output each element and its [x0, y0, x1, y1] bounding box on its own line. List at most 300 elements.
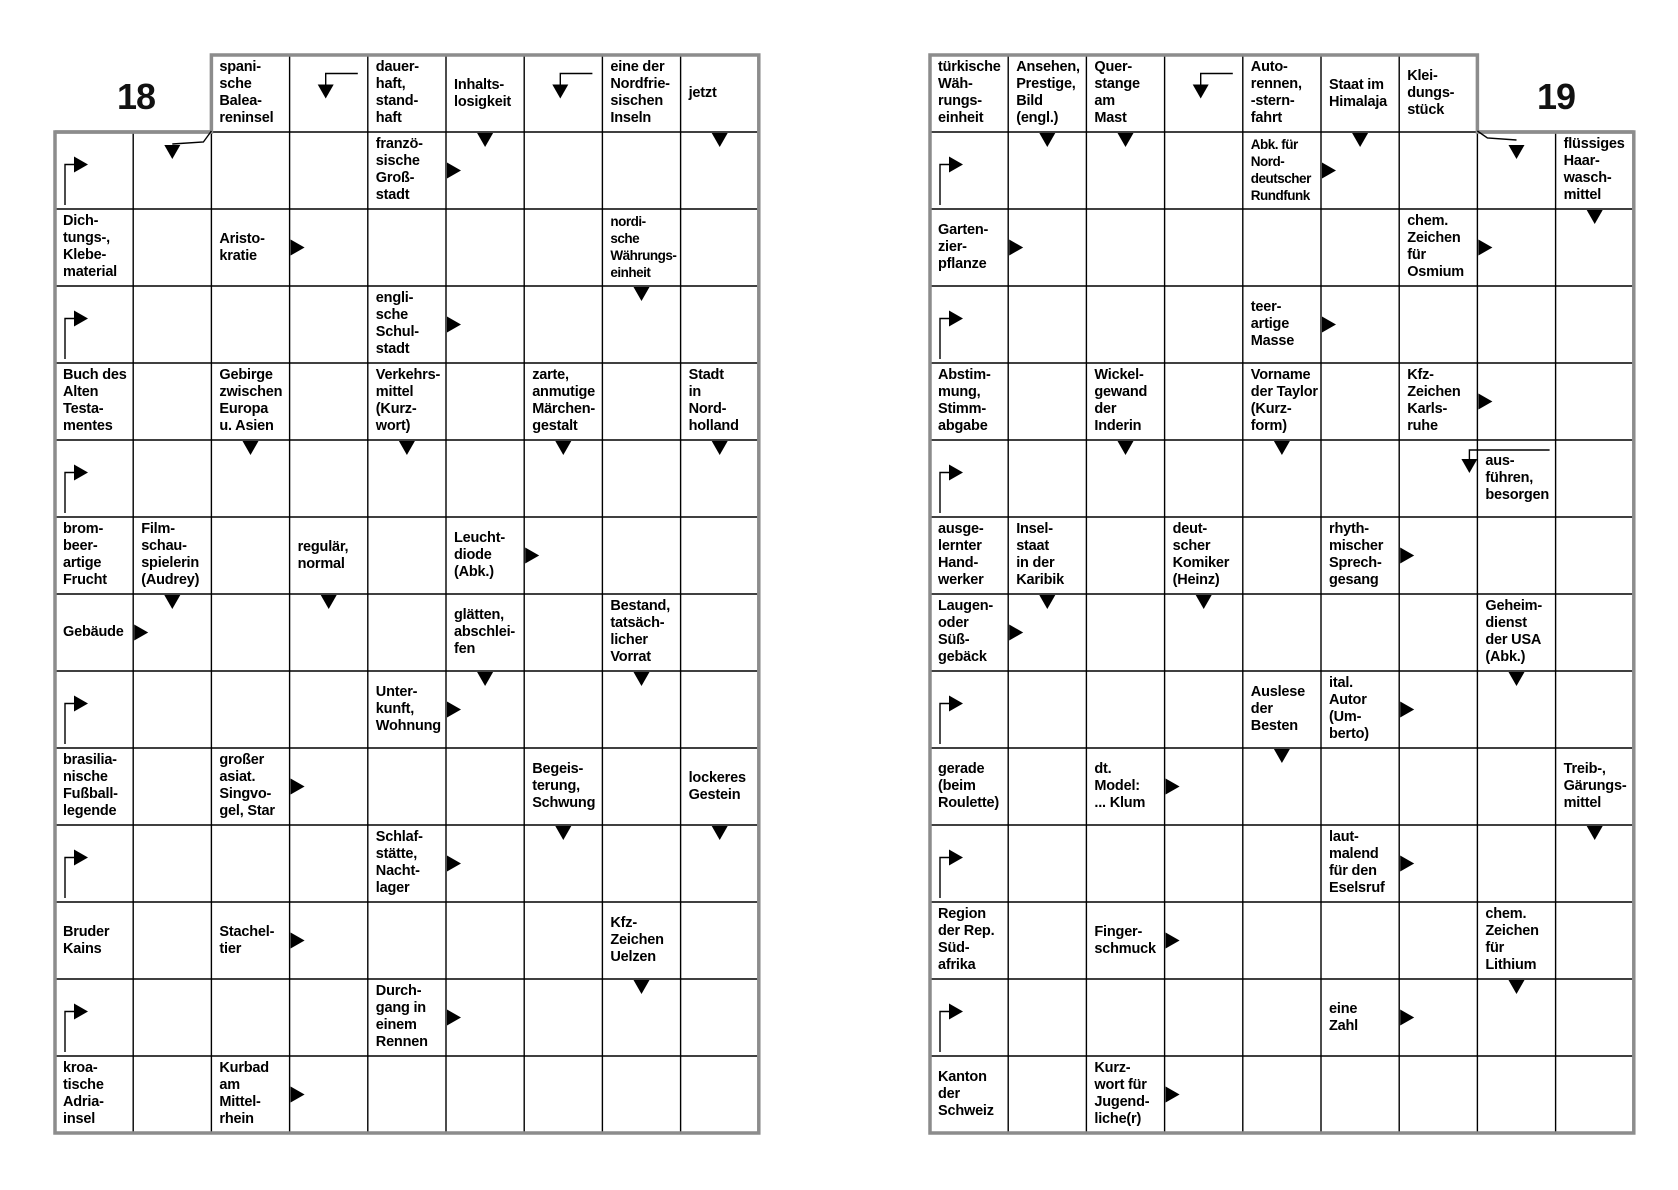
clue-text: brom- beer- artige Frucht	[63, 521, 107, 588]
clue-cell	[1321, 517, 1399, 594]
answer-cell[interactable]	[1245, 211, 1319, 284]
clue-cell	[1165, 517, 1243, 594]
clue-text: deut- scher Komiker (Heinz)	[1172, 521, 1230, 588]
clue-text: Garten- zier- pflanze	[938, 222, 989, 272]
answer-cell[interactable]	[292, 981, 366, 1054]
answer-cell[interactable]	[1088, 442, 1162, 515]
answer-cell[interactable]	[1088, 134, 1162, 207]
answer-cell[interactable]	[1010, 365, 1084, 438]
clue-cell	[1086, 748, 1164, 825]
clue-cell	[55, 517, 133, 594]
clue-cell	[1243, 363, 1321, 440]
answer-cell[interactable]	[1323, 288, 1397, 361]
answer-cell[interactable]	[1167, 827, 1241, 900]
answer-cell[interactable]	[1401, 442, 1475, 515]
clue-cell	[681, 55, 759, 132]
answer-cell[interactable]	[604, 1058, 678, 1131]
answer-cell[interactable]	[1401, 1058, 1475, 1131]
clue-text: kroa- tische Adria- insel	[63, 1060, 104, 1127]
answer-cell[interactable]	[1323, 1058, 1397, 1131]
answer-cell[interactable]	[604, 750, 678, 823]
crossword-grid-left	[55, 55, 759, 1133]
answer-cell[interactable]	[448, 904, 522, 977]
answer-cell[interactable]	[683, 519, 757, 592]
clue-cell	[368, 979, 446, 1056]
answer-cell[interactable]	[1167, 211, 1241, 284]
answer-cell[interactable]	[57, 134, 131, 207]
clue-text: Kfz- Zeichen Karls- ruhe	[1407, 367, 1461, 434]
answer-cell[interactable]	[1010, 673, 1084, 746]
clue-text: Finger- schmuck	[1094, 923, 1156, 957]
clue-text: Ansehen, Prestige, Bild (engl.)	[1016, 59, 1080, 126]
answer-cell[interactable]	[57, 827, 131, 900]
clue-cell	[211, 55, 289, 132]
answer-cell[interactable]	[1401, 750, 1475, 823]
answer-cell[interactable]	[604, 365, 678, 438]
answer-cell[interactable]	[526, 211, 600, 284]
answer-cell[interactable]	[292, 211, 366, 284]
clue-cell	[446, 55, 524, 132]
answer-cell[interactable]	[213, 673, 287, 746]
answer-cell[interactable]	[683, 1058, 757, 1131]
clue-cell	[930, 1056, 1008, 1133]
answer-cell[interactable]	[370, 211, 444, 284]
clue-text: Bruder Kains	[63, 923, 110, 957]
answer-cell[interactable]	[213, 288, 287, 361]
clue-cell	[1399, 55, 1477, 132]
clue-cell	[211, 1056, 289, 1133]
answer-cell[interactable]	[448, 365, 522, 438]
crossword-grid-right	[930, 55, 1634, 1133]
answer-cell[interactable]	[526, 673, 600, 746]
answer-cell[interactable]	[604, 134, 678, 207]
answer-cell[interactable]	[370, 442, 444, 515]
clue-cell	[1008, 55, 1086, 132]
answer-cell[interactable]	[1479, 365, 1553, 438]
answer-cell[interactable]	[1010, 1058, 1084, 1131]
clue-cell	[368, 825, 446, 902]
clue-text: ital. Autor (Um- berto)	[1329, 675, 1369, 742]
answer-cell[interactable]	[1558, 288, 1632, 361]
answer-cell[interactable]	[526, 134, 600, 207]
clue-text: dauer- haft, stand- haft	[375, 59, 419, 126]
clue-text: spani- sche Balea- reninsel	[219, 59, 274, 126]
answer-cell[interactable]	[1479, 1058, 1553, 1131]
clue-text: Vorname der Taylor (Kurz- form)	[1250, 367, 1318, 434]
answer-cell[interactable]	[135, 827, 209, 900]
answer-cell[interactable]	[292, 1058, 366, 1131]
clue-cell	[930, 363, 1008, 440]
clue-cell	[446, 517, 524, 594]
answer-cell[interactable]	[292, 827, 366, 900]
clue-cell	[1008, 517, 1086, 594]
answer-cell[interactable]	[683, 596, 757, 669]
clue-text: zarte, anmutige Märchen- gestalt	[532, 367, 596, 434]
clue-text: Staat im Himalaja	[1329, 76, 1388, 110]
answer-cell[interactable]	[448, 750, 522, 823]
answer-cell[interactable]	[57, 442, 131, 515]
answer-cell[interactable]	[370, 750, 444, 823]
answer-cell[interactable]	[135, 288, 209, 361]
clue-text: Wickel- gewand der Inderin	[1094, 367, 1148, 434]
answer-cell[interactable]	[1401, 673, 1475, 746]
clue-text: Klei- dungs- stück	[1407, 68, 1455, 118]
clue-text: Gebirge zwischen Europa u. Asien	[219, 367, 283, 434]
answer-cell[interactable]	[683, 673, 757, 746]
clue-cell	[1086, 55, 1164, 132]
answer-cell[interactable]	[292, 442, 366, 515]
clue-cell	[290, 517, 368, 594]
clue-cell	[930, 209, 1008, 286]
clue-text: eine Zahl	[1329, 1000, 1359, 1034]
clue-text: Abk. für Nord- deutscher Rundfunk	[1250, 137, 1311, 203]
answer-cell[interactable]	[448, 211, 522, 284]
clue-text: Inhalts- losigkeit	[454, 76, 512, 110]
answer-cell[interactable]	[1010, 288, 1084, 361]
answer-cell[interactable]	[932, 442, 1006, 515]
clue-text: franzö- sische Groß- stadt	[375, 136, 423, 203]
answer-cell[interactable]	[1245, 904, 1319, 977]
clue-cell	[602, 209, 680, 286]
clue-cell	[524, 55, 602, 132]
answer-cell[interactable]	[213, 981, 287, 1054]
clue-cell	[368, 286, 446, 363]
answer-cell[interactable]	[526, 442, 600, 515]
answer-cell[interactable]	[292, 134, 366, 207]
clue-cell	[211, 748, 289, 825]
answer-cell[interactable]	[1558, 442, 1632, 515]
clue-text: Durch- gang in einem Rennen	[375, 983, 428, 1050]
clue-cell	[681, 363, 759, 440]
answer-cell[interactable]	[1401, 904, 1475, 977]
answer-cell[interactable]	[135, 211, 209, 284]
page-number: 19	[1537, 76, 1576, 117]
answer-cell[interactable]	[1479, 288, 1553, 361]
answer-cell[interactable]	[1558, 596, 1632, 669]
clue-text: Gebäude	[63, 624, 124, 640]
clue-text: Begeis- terung, Schwung	[532, 761, 596, 811]
answer-cell[interactable]	[1558, 673, 1632, 746]
clue-text: Insel- staat in der Karibik	[1016, 521, 1064, 588]
clue-cell	[1556, 748, 1634, 825]
answer-cell[interactable]	[135, 442, 209, 515]
clue-cell	[1477, 440, 1555, 517]
answer-cell[interactable]	[448, 134, 522, 207]
answer-cell[interactable]	[1558, 519, 1632, 592]
clue-text: eine der Nordfrie- sischen Inseln	[610, 59, 670, 126]
clue-cell	[1321, 825, 1399, 902]
clue-text: Auto- rennen, -stern- fahrt	[1250, 59, 1302, 126]
answer-cell[interactable]	[526, 519, 600, 592]
answer-cell[interactable]	[1088, 211, 1162, 284]
clue-text: Auslese der Besten	[1250, 684, 1306, 734]
answer-cell[interactable]	[1323, 211, 1397, 284]
answer-cell[interactable]	[448, 442, 522, 515]
clue-text: Film- schau- spielerin (Audrey)	[141, 521, 200, 588]
answer-cell[interactable]	[1479, 519, 1553, 592]
clue-text: Unter- kunft, Wohnung	[375, 684, 441, 734]
answer-cell[interactable]	[526, 1058, 600, 1131]
clue-cell	[1086, 1056, 1164, 1133]
answer-cell[interactable]	[135, 596, 209, 669]
answer-cell[interactable]	[1088, 673, 1162, 746]
answer-cell[interactable]	[135, 981, 209, 1054]
answer-cell[interactable]	[448, 288, 522, 361]
clue-text: aus- führen, besorgen	[1485, 453, 1550, 503]
answer-cell[interactable]	[1323, 442, 1397, 515]
answer-cell[interactable]	[526, 827, 600, 900]
clue-cell	[930, 748, 1008, 825]
answer-cell[interactable]	[604, 981, 678, 1054]
clue-cell	[602, 902, 680, 979]
clue-text: Kanton der Schweiz	[938, 1069, 994, 1119]
clue-cell	[602, 594, 680, 671]
answer-cell[interactable]	[1167, 365, 1241, 438]
clue-text: gerade (beim Roulette)	[938, 761, 1000, 811]
answer-cell[interactable]	[1323, 134, 1397, 207]
clue-text: Verkehrs- mittel (Kurz- wort)	[375, 367, 441, 434]
answer-cell[interactable]	[292, 750, 366, 823]
answer-cell[interactable]	[1167, 981, 1241, 1054]
clue-cell	[1165, 55, 1243, 132]
answer-cell[interactable]	[604, 519, 678, 592]
answer-cell[interactable]	[526, 596, 600, 669]
answer-cell[interactable]	[1558, 1058, 1632, 1131]
clue-text: jetzt	[688, 85, 717, 101]
answer-cell[interactable]	[1479, 827, 1553, 900]
answer-cell[interactable]	[292, 673, 366, 746]
answer-cell[interactable]	[1245, 442, 1319, 515]
clue-cell	[368, 671, 446, 748]
clue-cell	[1243, 671, 1321, 748]
answer-cell[interactable]	[1401, 827, 1475, 900]
answer-cell[interactable]	[1558, 981, 1632, 1054]
answer-cell[interactable]	[1245, 827, 1319, 900]
answer-cell[interactable]	[370, 519, 444, 592]
clue-text: Dich- tungs-, Klebe- material	[63, 213, 118, 280]
answer-cell[interactable]	[1323, 904, 1397, 977]
clue-cell	[55, 209, 133, 286]
clue-cell	[1243, 286, 1321, 363]
answer-cell[interactable]	[1245, 1058, 1319, 1131]
answer-cell[interactable]	[370, 596, 444, 669]
clue-text: Stachel- tier	[219, 923, 275, 957]
page-number: 18	[117, 76, 156, 117]
clue-cell	[524, 748, 602, 825]
answer-cell[interactable]	[683, 211, 757, 284]
clue-text: rhyth- mischer Sprech- gesang	[1329, 521, 1384, 588]
clue-text: Stadt in Nord- holland	[688, 367, 739, 434]
answer-cell[interactable]	[1401, 981, 1475, 1054]
clue-cell	[55, 594, 133, 671]
answer-cell[interactable]	[932, 134, 1006, 207]
answer-cell[interactable]	[448, 673, 522, 746]
answer-cell[interactable]	[1558, 211, 1632, 284]
answer-cell[interactable]	[292, 365, 366, 438]
answer-cell[interactable]	[292, 596, 366, 669]
clue-text: großer asiat. Singvo- gel, Star	[219, 752, 275, 819]
answer-cell[interactable]	[1558, 827, 1632, 900]
answer-cell[interactable]	[370, 1058, 444, 1131]
answer-cell[interactable]	[1010, 134, 1084, 207]
answer-cell[interactable]	[604, 442, 678, 515]
clue-cell	[602, 55, 680, 132]
clue-cell	[930, 55, 1008, 132]
answer-cell[interactable]	[213, 134, 287, 207]
answer-cell[interactable]	[57, 288, 131, 361]
clue-text: Schlaf- stätte, Nacht- lager	[375, 829, 423, 896]
answer-cell[interactable]	[1010, 750, 1084, 823]
answer-cell[interactable]	[683, 827, 757, 900]
answer-cell[interactable]	[932, 981, 1006, 1054]
answer-cell[interactable]	[135, 750, 209, 823]
answer-cell[interactable]	[57, 673, 131, 746]
answer-cell[interactable]	[1245, 519, 1319, 592]
answer-cell[interactable]	[1323, 365, 1397, 438]
answer-cell[interactable]	[1088, 519, 1162, 592]
answer-cell[interactable]	[1010, 596, 1084, 669]
answer-cell[interactable]	[1010, 904, 1084, 977]
answer-cell[interactable]	[57, 981, 131, 1054]
clue-text: Kurz- wort für Jugend- liche(r)	[1094, 1060, 1150, 1127]
answer-cell[interactable]	[1167, 750, 1241, 823]
answer-cell[interactable]	[683, 981, 757, 1054]
clue-cell	[55, 363, 133, 440]
clue-cell	[1321, 671, 1399, 748]
clue-text: glätten, abschlei- fen	[454, 607, 516, 657]
answer-cell[interactable]	[1479, 211, 1553, 284]
answer-cell[interactable]	[213, 519, 287, 592]
clue-cell	[930, 594, 1008, 671]
clue-text: nordi- sche Währungs- einheit	[610, 214, 677, 280]
answer-cell[interactable]	[932, 827, 1006, 900]
answer-cell[interactable]	[683, 442, 757, 515]
clue-text: teer- artige Masse	[1250, 299, 1295, 349]
answer-cell[interactable]	[448, 981, 522, 1054]
answer-cell[interactable]	[604, 827, 678, 900]
clue-cell	[1321, 979, 1399, 1056]
clue-text: flüssiges Haar- wasch- mittel	[1563, 136, 1625, 203]
answer-cell[interactable]	[1088, 981, 1162, 1054]
answer-cell[interactable]	[932, 673, 1006, 746]
answer-cell[interactable]	[1401, 519, 1475, 592]
answer-cell[interactable]	[1558, 365, 1632, 438]
answer-cell[interactable]	[526, 904, 600, 977]
clue-text: Treib-, Gärungs- mittel	[1563, 761, 1627, 811]
answer-cell[interactable]	[448, 827, 522, 900]
answer-cell[interactable]	[1479, 134, 1553, 207]
answer-cell[interactable]	[448, 1058, 522, 1131]
answer-cell[interactable]	[213, 827, 287, 900]
clue-cell	[368, 55, 446, 132]
answer-cell[interactable]	[1167, 134, 1241, 207]
clue-cell	[55, 1056, 133, 1133]
answer-cell[interactable]	[1479, 750, 1553, 823]
clue-text: Leucht- diode (Abk.)	[454, 530, 505, 580]
answer-cell[interactable]	[213, 596, 287, 669]
answer-cell[interactable]	[1401, 596, 1475, 669]
answer-cell[interactable]	[135, 673, 209, 746]
answer-cell[interactable]	[135, 365, 209, 438]
clue-cell	[1477, 902, 1555, 979]
answer-cell[interactable]	[1167, 442, 1241, 515]
answer-cell[interactable]	[683, 288, 757, 361]
answer-cell[interactable]	[1323, 750, 1397, 823]
clue-text: Abstim- mung, Stimm- abgabe	[938, 367, 991, 434]
answer-cell[interactable]	[1558, 904, 1632, 977]
answer-cell[interactable]	[1167, 904, 1241, 977]
answer-cell[interactable]	[1088, 596, 1162, 669]
answer-cell[interactable]	[604, 673, 678, 746]
answer-cell[interactable]	[1479, 981, 1553, 1054]
answer-cell[interactable]	[683, 134, 757, 207]
answer-cell[interactable]	[1167, 596, 1241, 669]
clue-text: laut- malend für den Eselsruf	[1329, 829, 1385, 896]
answer-cell[interactable]	[135, 134, 209, 207]
clue-cell	[133, 517, 211, 594]
answer-cell[interactable]	[1479, 673, 1553, 746]
answer-cell[interactable]	[1401, 134, 1475, 207]
clue-text: Region der Rep. Süd- afrika	[938, 906, 995, 973]
clue-text: Kurbad am Mittel- rhein	[219, 1060, 269, 1127]
answer-cell[interactable]	[1167, 288, 1241, 361]
answer-cell[interactable]	[135, 904, 209, 977]
clue-cell	[211, 902, 289, 979]
answer-cell[interactable]	[683, 904, 757, 977]
clue-text: engli- sche Schul- stadt	[375, 290, 419, 357]
answer-cell[interactable]	[1088, 288, 1162, 361]
answer-cell[interactable]	[370, 904, 444, 977]
answer-cell[interactable]	[1167, 1058, 1241, 1131]
answer-cell[interactable]	[526, 981, 600, 1054]
answer-cell[interactable]	[1401, 288, 1475, 361]
answer-cell[interactable]	[1088, 827, 1162, 900]
clue-text: türkische Wäh- rungs- einheit	[938, 59, 1001, 126]
clue-cell	[1086, 902, 1164, 979]
clue-cell	[290, 55, 368, 132]
answer-cell[interactable]	[1010, 211, 1084, 284]
clue-text: Laugen- oder Süß- gebäck	[938, 598, 993, 665]
clue-cell	[681, 748, 759, 825]
answer-cell[interactable]	[526, 288, 600, 361]
answer-cell[interactable]	[1245, 750, 1319, 823]
answer-cell[interactable]	[213, 442, 287, 515]
answer-cell[interactable]	[135, 1058, 209, 1131]
clue-text: Buch des Alten Testa- mentes	[63, 367, 127, 434]
answer-cell[interactable]	[292, 288, 366, 361]
answer-cell[interactable]	[1010, 827, 1084, 900]
answer-cell[interactable]	[1323, 596, 1397, 669]
clue-cell	[368, 132, 446, 209]
clue-cell	[930, 902, 1008, 979]
clue-text: regulär, normal	[297, 538, 349, 572]
clue-cell	[1086, 363, 1164, 440]
clue-text: chem. Zeichen für Osmium	[1407, 213, 1465, 280]
answer-cell[interactable]	[604, 288, 678, 361]
answer-cell[interactable]	[292, 904, 366, 977]
clue-text: Kfz- Zeichen Uelzen	[610, 915, 664, 965]
clue-cell	[446, 594, 524, 671]
clue-text: Geheim- dienst der USA (Abk.)	[1485, 598, 1543, 665]
answer-cell[interactable]	[1010, 981, 1084, 1054]
clue-cell	[211, 209, 289, 286]
clue-text: lockeres Gestein	[688, 769, 746, 803]
answer-cell[interactable]	[1167, 673, 1241, 746]
answer-cell[interactable]	[1010, 442, 1084, 515]
answer-cell[interactable]	[1245, 596, 1319, 669]
answer-cell[interactable]	[1245, 981, 1319, 1054]
answer-cell[interactable]	[932, 288, 1006, 361]
